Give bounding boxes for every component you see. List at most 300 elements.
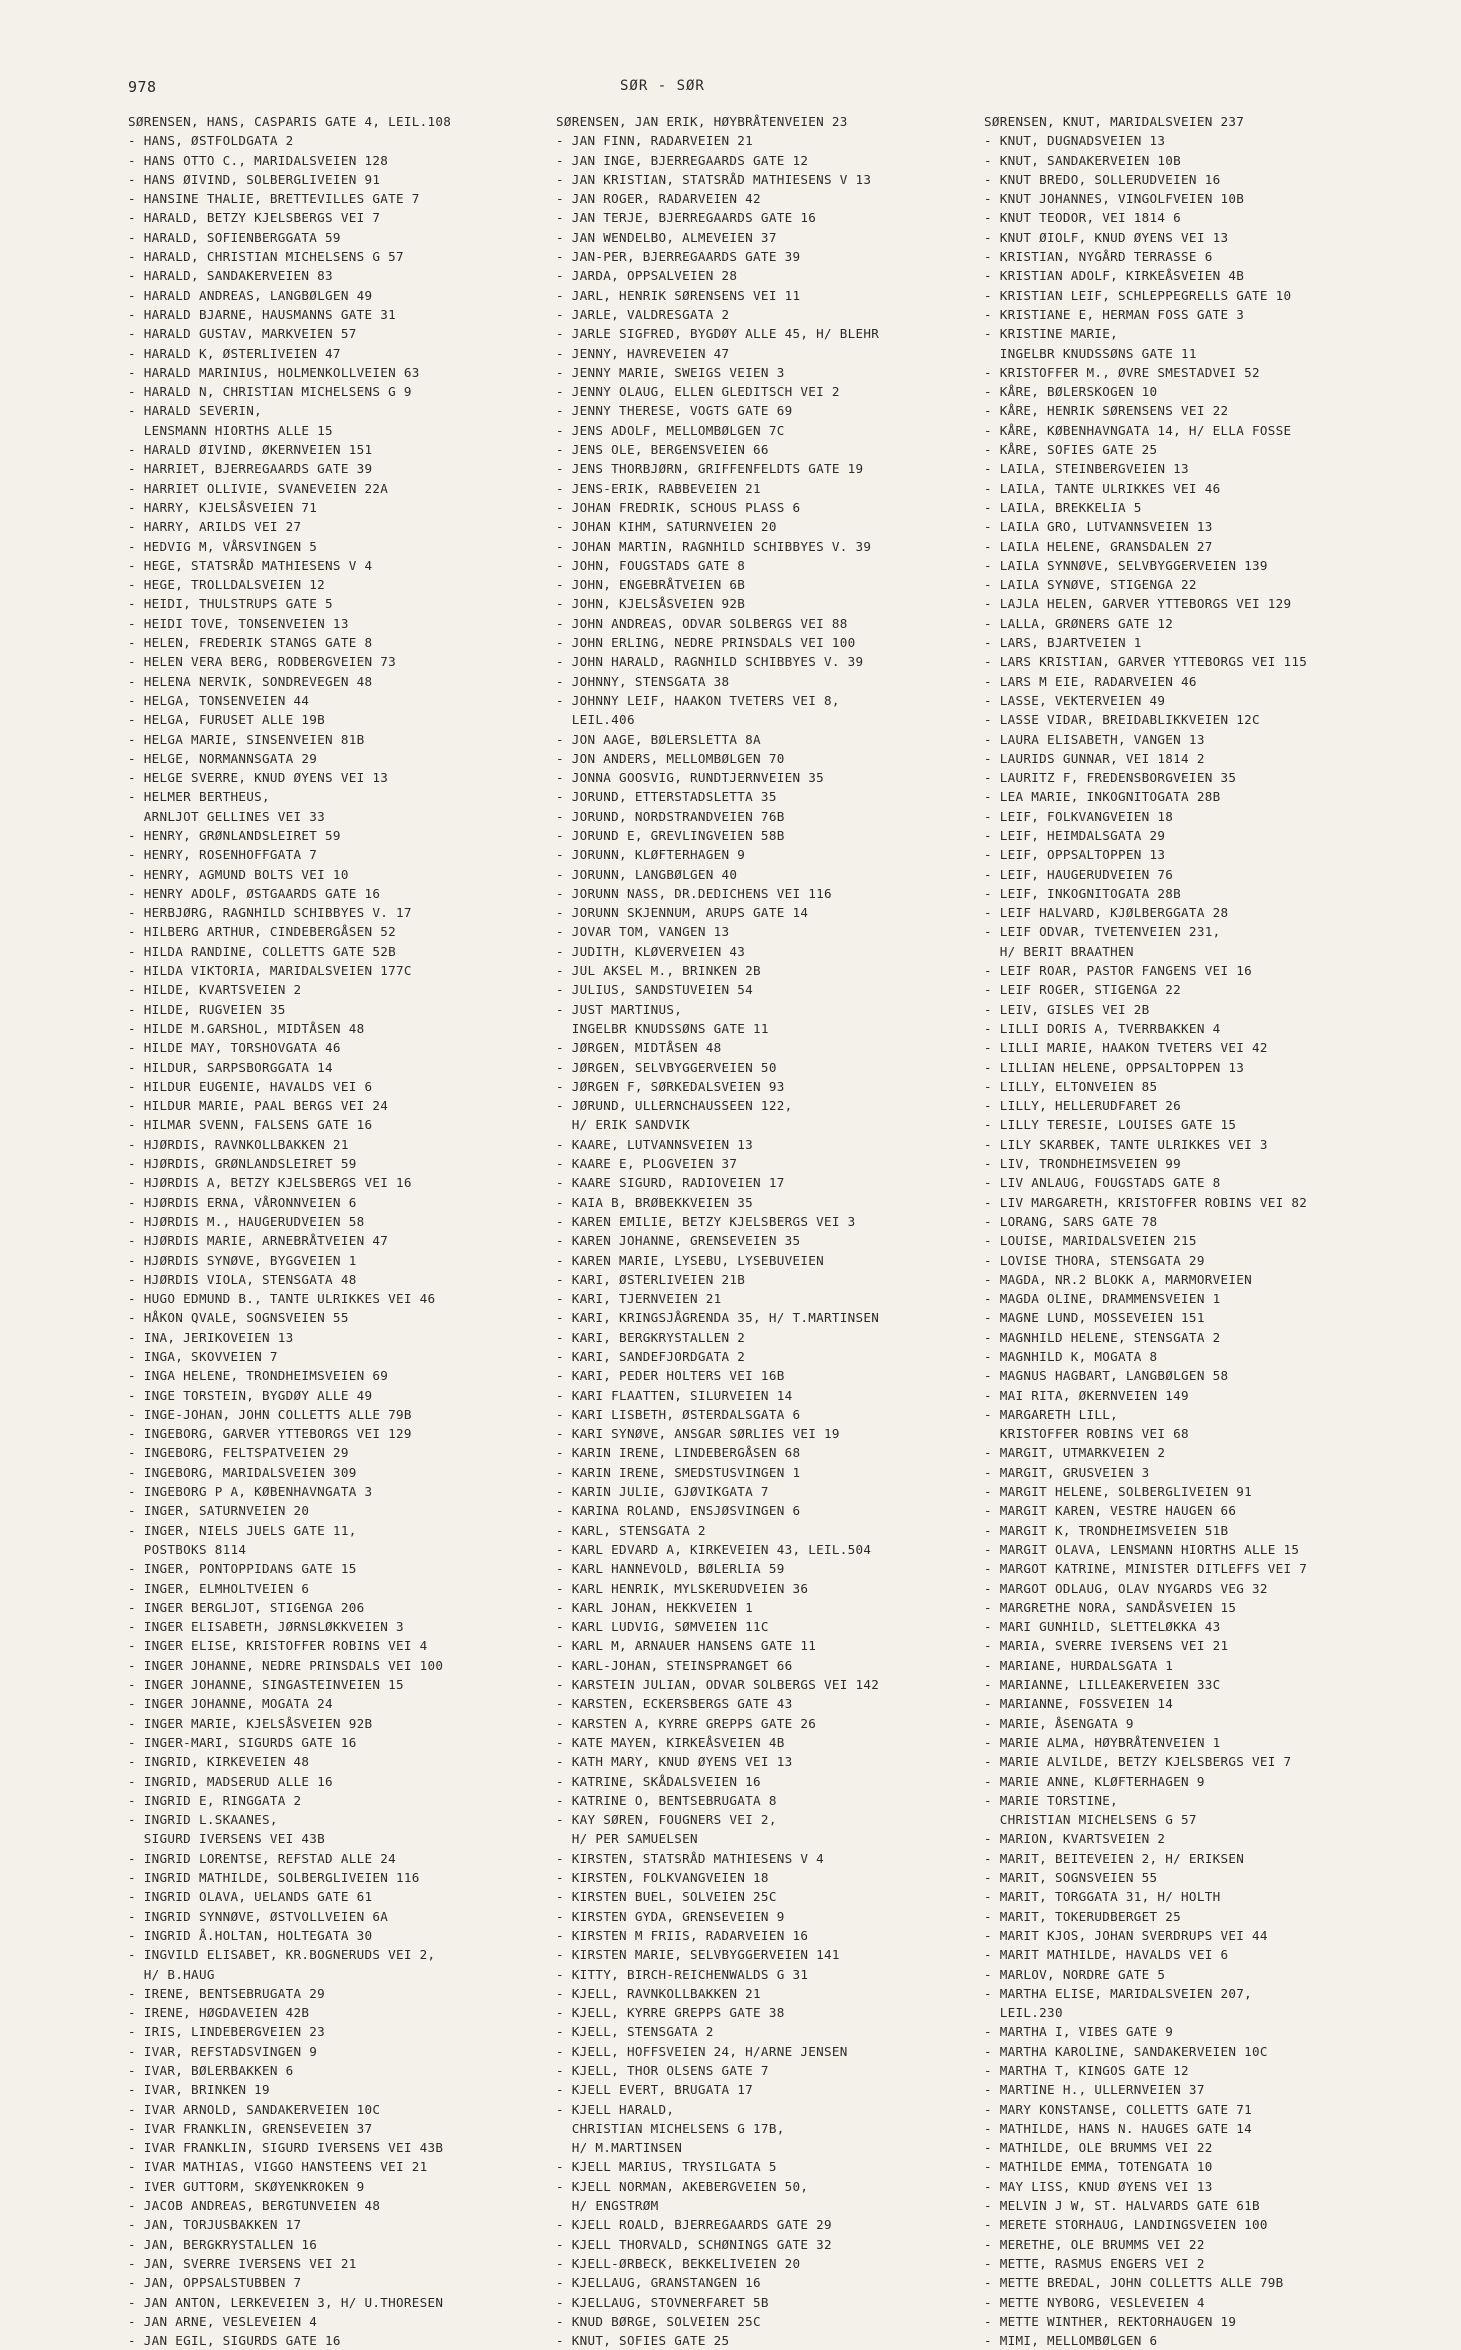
directory-entry: - JULIUS, SANDSTUVEIEN 54	[556, 982, 754, 998]
directory-entry: - MARIT, TORGGATA 31, H/ HOLTH	[984, 1889, 1221, 1905]
directory-entry: - MARTINE H., ULLERNVEIEN 37	[984, 2082, 1205, 2098]
directory-entry: - JORUNN, KLØFTERHAGEN 9	[556, 847, 746, 863]
directory-entry: - LARS, BJARTVEIEN 1	[984, 635, 1142, 651]
directory-entry: - IRENE, HØGDAVEIEN 42B	[128, 2005, 310, 2021]
directory-entry: - LARS KRISTIAN, GARVER YTTEBORGS VEI 115	[984, 654, 1308, 670]
directory-entry: - INGRID Å.HOLTAN, HOLTEGATA 30	[128, 1927, 373, 1943]
directory-entry: - KJELL EVERT, BRUGATA 17	[556, 2082, 754, 2098]
directory-entry: - JAN ARNE, VESLEVEIEN 4	[128, 2313, 318, 2329]
directory-entry: - JAN ROGER, RADARVEIEN 42	[556, 191, 761, 207]
directory-entry: - MARLOV, NORDRE GATE 5	[984, 1966, 1166, 1982]
directory-entry: - LARS M EIE, RADARVEIEN 46	[984, 673, 1197, 689]
directory-entry: - KARL M, ARNAUER HANSENS GATE 11	[556, 1638, 817, 1654]
directory-entry: - HELGA MARIE, SINSENVEIEN 81B	[128, 731, 365, 747]
directory-entry: - LEIF ODVAR, TVETENVEIEN 231,	[984, 924, 1221, 940]
directory-entry: - JAN, TORJUSBAKKEN 17	[128, 2217, 302, 2233]
directory-entry: - MARIANE, HURDALSGATA 1	[984, 1657, 1174, 1673]
directory-entry: - INGEBORG, GARVER YTTEBORGS VEI 129	[128, 1426, 412, 1442]
directory-entry: - HEGE, TROLLDALSVEIEN 12	[128, 577, 326, 593]
directory-entry: - JOHN, FOUGSTADS GATE 8	[556, 557, 746, 573]
directory-entry: - HANS, ØSTFOLDGATA 2	[128, 133, 294, 149]
directory-entry: - MARGOT ODLAUG, OLAV NYGARDS VEG 32	[984, 1580, 1268, 1596]
directory-entry: - KJELLAUG, GRANSTANGEN 16	[556, 2275, 761, 2291]
directory-entry: - METTE NYBORG, VESLEVEIEN 4	[984, 2294, 1205, 2310]
directory-entry: - JOHN, ENGEBRÅTVEIEN 6B	[556, 577, 746, 593]
directory-entry: - LEIF HALVARD, KJØLBERGGATA 28	[984, 905, 1229, 921]
directory-entry: - HJØRDIS VIOLA, STENSGATA 48	[128, 1271, 357, 1287]
directory-entry: - JØRGEN F, SØRKEDALSVEIEN 93	[556, 1078, 785, 1094]
directory-entry: - MARTHA KAROLINE, SANDAKERVEIEN 10C	[984, 2043, 1268, 2059]
directory-entry: - KARINA ROLAND, ENSJØSVINGEN 6	[556, 1503, 801, 1519]
directory-entry: - MARIA, SVERRE IVERSENS VEI 21	[984, 1638, 1229, 1654]
directory-entry: H/ M.MARTINSEN	[556, 2140, 683, 2156]
directory-entry: - JORUND, NORDSTRANDVEIEN 76B	[556, 808, 785, 824]
directory-entry: - HARALD BJARNE, HAUSMANNS GATE 31	[128, 306, 396, 322]
directory-entry: - HILDE M.GARSHOL, MIDTÅSEN 48	[128, 1020, 365, 1036]
directory-entry: CHRISTIAN MICHELSENS G 57	[984, 1812, 1197, 1828]
directory-entry: - KARSTEN, ECKERSBERGS GATE 43	[556, 1696, 793, 1712]
directory-entry: - HILDE MAY, TORSHOVGATA 46	[128, 1040, 341, 1056]
directory-entry: - MARGIT, UTMARKVEIEN 2	[984, 1445, 1166, 1461]
directory-entry: - LOUISE, MARIDALSVEIEN 215	[984, 1233, 1197, 1249]
directory-entry: - JARDA, OPPSALVEIEN 28	[556, 268, 738, 284]
directory-entry: - LILLY, ELTONVEIEN 85	[984, 1078, 1158, 1094]
directory-entry: - LAURITZ F, FREDENSBORGVEIEN 35	[984, 770, 1237, 786]
directory-entry: - KARSTEN A, KYRRE GREPPS GATE 26	[556, 1715, 817, 1731]
directory-entry: - HILDA VIKTORIA, MARIDALSVEIEN 177C	[128, 963, 412, 979]
directory-entry: - LAURIDS GUNNAR, VEI 1814 2	[984, 750, 1205, 766]
directory-entry: - KJELL, RAVNKOLLBAKKEN 21	[556, 1985, 761, 2001]
directory-entry: - MARIT, BEITEVEIEN 2, H/ ERIKSEN	[984, 1850, 1245, 1866]
directory-entry: - IVAR, BRINKEN 19	[128, 2082, 270, 2098]
directory-entry: - HILDUR MARIE, PAAL BERGS VEI 24	[128, 1098, 389, 1114]
directory-entry: - KNUT, SANDAKERVEIEN 10B	[984, 152, 1182, 168]
directory-entry: - INGER JOHANNE, NEDRE PRINSDALS VEI 100	[128, 1657, 444, 1673]
directory-entry: - INGEBORG, MARIDALSVEIEN 309	[128, 1464, 357, 1480]
directory-entry: - KJELL HARALD,	[556, 2101, 675, 2117]
directory-entry: - KAREN EMILIE, BETZY KJELSBERGS VEI 3	[556, 1213, 856, 1229]
directory-entry: - JORUNN SKJENNUM, ARUPS GATE 14	[556, 905, 809, 921]
directory-entry: - KARL HANNEVOLD, BØLERLIA 59	[556, 1561, 785, 1577]
directory-entry: - HILDUR, SARPSBORGGATA 14	[128, 1059, 333, 1075]
directory-entry: - HUGO EDMUND B., TANTE ULRIKKES VEI 46	[128, 1291, 436, 1307]
directory-entry: - JAN KRISTIAN, STATSRÅD MATHIESENS V 13	[556, 171, 872, 187]
directory-entry: - JOHAN FREDRIK, SCHOUS PLASS 6	[556, 499, 801, 515]
directory-entry: - JARL, HENRIK SØRENSENS VEI 11	[556, 287, 801, 303]
directory-entry: - JOHN HARALD, RAGNHILD SCHIBBYES V. 39	[556, 654, 864, 670]
directory-entry: - KARL HENRIK, MYLSKERUDVEIEN 36	[556, 1580, 809, 1596]
directory-entry: - HILMAR SVENN, FALSENS GATE 16	[128, 1117, 373, 1133]
directory-entry: - JAN, BERGKRYSTALLEN 16	[128, 2236, 318, 2252]
directory-entry: - INA, JERIKOVEIEN 13	[128, 1329, 294, 1345]
directory-entry: - KJELL NORMAN, AKEBERGVEIEN 50,	[556, 2178, 809, 2194]
directory-entry: - KRISTIANE E, HERMAN FOSS GATE 3	[984, 306, 1245, 322]
directory-entry: - MARGIT, GRUSVEIEN 3	[984, 1464, 1150, 1480]
directory-entry: - IVAR ARNOLD, SANDAKERVEIEN 10C	[128, 2101, 381, 2117]
directory-entry: - HJØRDIS M., HAUGERUDVEIEN 58	[128, 1213, 365, 1229]
directory-entry: - MATHILDE, OLE BRUMMS VEI 22	[984, 2140, 1213, 2156]
directory-entry: - JENNY THERESE, VOGTS GATE 69	[556, 403, 793, 419]
directory-entry: - KIRSTEN, STATSRÅD MATHIESENS V 4	[556, 1850, 824, 1866]
directory-entry: - MARGARETH LILL,	[984, 1406, 1118, 1422]
directory-entry: - LAILA SYNNØVE, SELVBYGGERVEIEN 139	[984, 557, 1268, 573]
page-number: 978	[128, 78, 157, 96]
directory-entry: - HARRY, KJELSÅSVEIEN 71	[128, 499, 318, 515]
directory-entry: - HANS OTTO C., MARIDALSVEIEN 128	[128, 152, 389, 168]
directory-entry: - KARI, SANDEFJORDGATA 2	[556, 1349, 746, 1364]
directory-entry: - JOHNNY, STENSGATA 38	[556, 673, 730, 689]
directory-entry: - LAILA, STEINBERGVEIEN 13	[984, 461, 1189, 477]
directory-entry: LEIL.230	[984, 2005, 1063, 2021]
directory-entry: - MAGNHILD K, MOGATA 8	[984, 1349, 1158, 1364]
directory-entry: - KÅRE, BØLERSKOGEN 10	[984, 384, 1158, 400]
directory-entry: - JUDITH, KLØVERVEIEN 43	[556, 943, 746, 959]
directory-entry: - LAURA ELISABETH, VANGEN 13	[984, 731, 1205, 747]
directory-entry: - KRISTIAN, NYGÅRD TERRASSE 6	[984, 249, 1213, 265]
directory-entry: - INGER JOHANNE, MOGATA 24	[128, 1696, 333, 1712]
directory-entry: - HILDE, RUGVEIEN 35	[128, 1001, 286, 1017]
directory-entry: - MARGIT K, TRONDHEIMSVEIEN 51B	[984, 1522, 1229, 1538]
directory-entry: - KATE MAYEN, KIRKEÅSVEIEN 4B	[556, 1734, 785, 1750]
directory-entry: - JOHN ANDREAS, ODVAR SOLBERGS VEI 88	[556, 615, 848, 631]
directory-entry: H/ ENGSTRØM	[556, 2198, 659, 2214]
directory-entry: - KAREN MARIE, LYSEBU, LYSEBUVEIEN	[556, 1252, 824, 1268]
directory-entry: - IVAR FRANKLIN, SIGURD IVERSENS VEI 43B	[128, 2140, 444, 2156]
directory-entry: - JAN, OPPSALSTUBBEN 7	[128, 2275, 302, 2291]
directory-entry: - IVAR, REFSTADSVINGEN 9	[128, 2043, 318, 2059]
directory-entry: - KIRSTEN GYDA, GRENSEVEIEN 9	[556, 1908, 785, 1924]
directory-entry: - MARIANNE, FOSSVEIEN 14	[984, 1696, 1174, 1712]
directory-entry: - KATRINE O, BENTSEBRUGATA 8	[556, 1792, 777, 1808]
directory-entry: - HJØRDIS A, BETZY KJELSBERGS VEI 16	[128, 1175, 412, 1191]
directory-entry: - INGER, NIELS JUELS GATE 11,	[128, 1522, 357, 1538]
directory-entry: - KARIN IRENE, SMEDSTUSVINGEN 1	[556, 1464, 801, 1480]
directory-entry: - JAN, SVERRE IVERSENS VEI 21	[128, 2255, 357, 2271]
directory-entry: - JARLE, VALDRESGATA 2	[556, 306, 730, 322]
directory-entry: - KARSTEIN JULIAN, ODVAR SOLBERGS VEI 142	[556, 1677, 880, 1693]
directory-entry: - MARTHA T, KINGOS GATE 12	[984, 2062, 1189, 2078]
directory-entry: - HELGE, NORMANNSGATA 29	[128, 750, 318, 766]
directory-entry: - JAN TERJE, BJERREGAARDS GATE 16	[556, 210, 817, 226]
directory-entry: - JOHAN MARTIN, RAGNHILD SCHIBBYES V. 39	[556, 538, 872, 554]
directory-entry: - INGRID LORENTSE, REFSTAD ALLE 24	[128, 1850, 396, 1866]
directory-entry: - KAARE, LUTVANNSVEIEN 13	[556, 1136, 754, 1152]
directory-entry: - LAJLA HELEN, GARVER YTTEBORGS VEI 129	[984, 596, 1292, 612]
directory-entry: - INGER ELISE, KRISTOFFER ROBINS VEI 4	[128, 1638, 428, 1654]
directory-entry: - KJELL MARIUS, TRYSILGATA 5	[556, 2159, 777, 2175]
directory-entry: - IVAR MATHIAS, VIGGO HANSTEENS VEI 21	[128, 2159, 428, 2175]
directory-entry: - KARI, ØSTERLIVEIEN 21B	[556, 1271, 746, 1287]
column-2	[556, 112, 879, 2350]
directory-entry: - JON AAGE, BØLERSLETTA 8A	[556, 731, 761, 747]
directory-entry: - HARALD, BETZY KJELSBERGS VEI 7	[128, 210, 381, 226]
directory-entry: - HEIDI, THULSTRUPS GATE 5	[128, 596, 333, 612]
directory-entry: - INGRID MATHILDE, SOLBERGLIVEIEN 116	[128, 1870, 420, 1886]
directory-entry: - INGA, SKOVVEIEN 7	[128, 1349, 278, 1364]
directory-entry: - HELGA, FURUSET ALLE 19B	[128, 712, 326, 728]
directory-entry: - MARIT, SOGNSVEIEN 55	[984, 1870, 1158, 1886]
directory-entry: - MARIANNE, LILLEAKERVEIEN 33C	[984, 1677, 1221, 1693]
directory-entry: - LAILA GRO, LUTVANNSVEIEN 13	[984, 519, 1213, 535]
directory-entry: - INGRID L.SKAANES,	[128, 1812, 278, 1828]
column-3	[984, 112, 1307, 2350]
directory-entry: - HANS ØIVIND, SOLBERGLIVEIEN 91	[128, 171, 381, 187]
directory-entry: - INGER ELISABETH, JØRNSLØKKVEIEN 3	[128, 1619, 404, 1635]
directory-entry: - KARIN JULIE, GJØVIKGATA 7	[556, 1484, 769, 1500]
directory-entry: - KARI, BERGKRYSTALLEN 2	[556, 1329, 746, 1345]
directory-entry: - LOVISE THORA, STENSGATA 29	[984, 1252, 1205, 1268]
directory-entry: - HARALD K, ØSTERLIVEIEN 47	[128, 345, 341, 361]
directory-entry: - KIRSTEN MARIE, SELVBYGGERVEIEN 141	[556, 1947, 840, 1963]
directory-entry: - MIMI, MELLOMBØLGEN 6	[984, 2333, 1158, 2349]
directory-entry: - LILY SKARBEK, TANTE ULRIKKES VEI 3	[984, 1136, 1268, 1152]
directory-entry: - KARI FLAATTEN, SILURVEIEN 14	[556, 1387, 793, 1403]
directory-entry: H/ PER SAMUELSEN	[556, 1831, 698, 1847]
directory-entry: - KNUT, SOFIES GATE 25	[556, 2333, 730, 2349]
directory-entry: INGELBR KNUDSSØNS GATE 11	[984, 345, 1197, 361]
directory-entry: - HARALD, CHRISTIAN MICHELSENS G 57	[128, 249, 404, 265]
directory-entry: - KÅRE, KØBENHAVNGATA 14, H/ ELLA FOSSE	[984, 422, 1292, 438]
directory-entry: - JACOB ANDREAS, BERGTUNVEIEN 48	[128, 2198, 381, 2214]
directory-entry: - LEIF, FOLKVANGVEIEN 18	[984, 808, 1174, 824]
directory-entry: - IRENE, BENTSEBRUGATA 29	[128, 1985, 326, 2001]
directory-entry: LEIL.406	[556, 712, 635, 728]
directory-entry: - LEIF, HAUGERUDVEIEN 76	[984, 866, 1174, 882]
directory-entry: - MARIE ANNE, KLØFTERHAGEN 9	[984, 1773, 1205, 1789]
directory-entry: - IVAR FRANKLIN, GRENSEVEIEN 37	[128, 2120, 373, 2136]
directory-entry: - KARI SYNØVE, ANSGAR SØRLIES VEI 19	[556, 1426, 840, 1442]
directory-entry: - HELGE SVERRE, KNUD ØYENS VEI 13	[128, 770, 389, 786]
directory-entry: - LIV ANLAUG, FOUGSTADS GATE 8	[984, 1175, 1221, 1191]
directory-entry: - KAY SØREN, FOUGNERS VEI 2,	[556, 1812, 777, 1828]
directory-entry: - KNUT JOHANNES, VINGOLFVEIEN 10B	[984, 191, 1245, 207]
directory-entry: - HELEN, FREDERIK STANGS GATE 8	[128, 635, 373, 651]
directory-entry: - JOHN, KJELSÅSVEIEN 92B	[556, 596, 746, 612]
directory-entry: - LEA MARIE, INKOGNITOGATA 28B	[984, 789, 1221, 805]
directory-entry: - JARLE SIGFRED, BYGDØY ALLE 45, H/ BLEHR	[556, 326, 880, 342]
directory-entry: - HÅKON QVALE, SOGNSVEIEN 55	[128, 1310, 349, 1326]
directory-entry: - JØRGEN, SELVBYGGERVEIEN 50	[556, 1059, 777, 1075]
directory-entry: - HILDA RANDINE, COLLETTS GATE 52B	[128, 943, 396, 959]
directory-entry: - MARY KONSTANSE, COLLETTS GATE 71	[984, 2101, 1252, 2117]
directory-entry: INGELBR KNUDSSØNS GATE 11	[556, 1020, 769, 1036]
directory-entry: - JØRGEN, MIDTÅSEN 48	[556, 1040, 722, 1056]
directory-entry: - INGER, SATURNVEIEN 20	[128, 1503, 310, 1519]
directory-entry: - KÅRE, SOFIES GATE 25	[984, 442, 1158, 458]
directory-entry: - JENS ADOLF, MELLOMBØLGEN 7C	[556, 422, 785, 438]
directory-entry: - KATRINE, SKÅDALSVEIEN 16	[556, 1773, 761, 1789]
directory-entry: - LAILA SYNØVE, STIGENGA 22	[984, 577, 1197, 593]
directory-entry: - JAN INGE, BJERREGAARDS GATE 12	[556, 152, 809, 168]
directory-entry: - JORUND, ETTERSTADSLETTA 35	[556, 789, 777, 805]
directory-entry: - KARL, STENSGATA 2	[556, 1522, 706, 1538]
running-head: SØR - SØR	[620, 78, 705, 94]
directory-entry: KRISTOFFER ROBINS VEI 68	[984, 1426, 1189, 1442]
directory-entry: - LAILA HELENE, GRANSDALEN 27	[984, 538, 1213, 554]
directory-entry: - JAN-PER, BJERREGAARDS GATE 39	[556, 249, 801, 265]
directory-entry: - HJØRDIS MARIE, ARNEBRÅTVEIEN 47	[128, 1233, 389, 1249]
directory-entry: - MAGDA, NR.2 BLOKK A, MARMORVEIEN	[984, 1271, 1252, 1287]
directory-entry: - KARIN IRENE, LINDEBERGÅSEN 68	[556, 1445, 801, 1461]
directory-entry: - HEGE, STATSRÅD MATHIESENS V 4	[128, 557, 373, 573]
directory-entry: - LALLA, GRØNERS GATE 12	[984, 615, 1174, 631]
directory-entry: - MARTHA I, VIBES GATE 9	[984, 2024, 1174, 2040]
directory-entry: - HARALD, SOFIENBERGGATA 59	[128, 229, 341, 245]
directory-entry: - KARL LUDVIG, SØMVEIEN 11C	[556, 1619, 769, 1635]
directory-entry: - JØRUND, ULLERNCHAUSSEEN 122,	[556, 1098, 793, 1114]
directory-entry: - JENS THORBJØRN, GRIFFENFELDTS GATE 19	[556, 461, 864, 477]
directory-entry: - LILLI MARIE, HAAKON TVETERS VEI 42	[984, 1040, 1268, 1056]
directory-entry: - HEIDI TOVE, TONSENVEIEN 13	[128, 615, 349, 631]
directory-entry: - INGRID, KIRKEVEIEN 48	[128, 1754, 310, 1770]
directory-entry: - KJELL, KYRRE GREPPS GATE 38	[556, 2005, 785, 2021]
directory-entry: - KNUT BREDO, SOLLERUDVEIEN 16	[984, 171, 1221, 187]
directory-entry: - KIRSTEN M FRIIS, RADARVEIEN 16	[556, 1927, 809, 1943]
directory-entry: - JAN EGIL, SIGURDS GATE 16	[128, 2333, 341, 2349]
directory-entry: - HARALD MARINIUS, HOLMENKOLLVEIEN 63	[128, 364, 420, 380]
directory-entry: - JENNY OLAUG, ELLEN GLEDITSCH VEI 2	[556, 384, 840, 400]
directory-entry: - JAN WENDELBO, ALMEVEIEN 37	[556, 229, 777, 245]
directory-entry: - INGE TORSTEIN, BYGDØY ALLE 49	[128, 1387, 373, 1403]
directory-entry: - KARI LISBETH, ØSTERDALSGATA 6	[556, 1406, 801, 1422]
directory-entry: - KATH MARY, KNUD ØYENS VEI 13	[556, 1754, 793, 1770]
directory-entry: - HARALD ØIVIND, ØKERNVEIEN 151	[128, 442, 373, 458]
directory-entry: - HARALD N, CHRISTIAN MICHELSENS G 9	[128, 384, 412, 400]
directory-entry: - HEDVIG M, VÅRSVINGEN 5	[128, 538, 318, 554]
directory-entry: H/ B.HAUG	[128, 1966, 215, 1982]
directory-entry: - MARTHA ELISE, MARIDALSVEIEN 207,	[984, 1985, 1252, 2001]
directory-entry: - MAI RITA, ØKERNVEIEN 149	[984, 1387, 1189, 1403]
directory-entry: - KJELLAUG, STOVNERFARET 5B	[556, 2294, 769, 2310]
directory-entry: - HJØRDIS, GRØNLANDSLEIRET 59	[128, 1156, 357, 1172]
directory-entry: - METTE WINTHER, REKTORHAUGEN 19	[984, 2313, 1237, 2329]
directory-entry: - JENNY, HAVREVEIEN 47	[556, 345, 730, 361]
directory-entry: - INGA HELENE, TRONDHEIMSVEIEN 69	[128, 1368, 389, 1384]
directory-entry: - HENRY, AGMUND BOLTS VEI 10	[128, 866, 349, 882]
directory-entry: - MARIE TORSTINE,	[984, 1792, 1118, 1808]
directory-entry: - JAN FINN, RADARVEIEN 21	[556, 133, 754, 149]
directory-entry: - MARIT MATHILDE, HAVALDS VEI 6	[984, 1947, 1229, 1963]
directory-entry: - HARALD, SANDAKERVEIEN 83	[128, 268, 333, 284]
directory-entry: - HELENA NERVIK, SONDREVEGEN 48	[128, 673, 373, 689]
directory-entry: - MATHILDE EMMA, TOTENGATA 10	[984, 2159, 1213, 2175]
directory-entry: - IVAR, BØLERBAKKEN 6	[128, 2062, 294, 2078]
directory-entry: - LIV MARGARETH, KRISTOFFER ROBINS VEI 82	[984, 1194, 1308, 1210]
directory-entry: - KARI, KRINGSJÅGRENDA 35, H/ T.MARTINSEN	[556, 1310, 880, 1326]
directory-entry: - INGER JOHANNE, SINGASTEINVEIEN 15	[128, 1677, 404, 1693]
directory-entry: SØRENSEN, HANS, CASPARIS GATE 4, LEIL.108	[128, 114, 452, 129]
directory-entry: SIGURD IVERSENS VEI 43B	[128, 1831, 326, 1847]
directory-entry: - JORUND E, GREVLINGVEIEN 58B	[556, 827, 785, 843]
directory-entry: - JUST MARTINUS,	[556, 1001, 683, 1017]
directory-entry: - MARIE ALVILDE, BETZY KJELSBERGS VEI 7	[984, 1754, 1292, 1770]
directory-entry: - HELGA, TONSENVEIEN 44	[128, 692, 310, 708]
directory-entry: - INGEBORG, FELTSPATVEIEN 29	[128, 1445, 349, 1461]
directory-entry: - HELEN VERA BERG, RODBERGVEIEN 73	[128, 654, 396, 670]
directory-entry: - KJELL-ØRBECK, BEKKELIVEIEN 20	[556, 2255, 801, 2271]
directory-entry: - KJELL ROALD, BJERREGAARDS GATE 29	[556, 2217, 832, 2233]
directory-entry: - INGRID E, RINGGATA 2	[128, 1792, 302, 1808]
directory-entry: - HARRIET, BJERREGAARDS GATE 39	[128, 461, 373, 477]
directory-entry: - HILDUR EUGENIE, HAVALDS VEI 6	[128, 1078, 373, 1094]
directory-entry: H/ BERIT BRAATHEN	[984, 943, 1134, 959]
directory-entry: - KRISTIAN LEIF, SCHLEPPEGRELLS GATE 10	[984, 287, 1292, 303]
directory-entry: ARNLJOT GELLINES VEI 33	[128, 808, 326, 824]
directory-entry: - LORANG, SARS GATE 78	[984, 1213, 1158, 1229]
directory-entry: - KARI, PEDER HOLTERS VEI 16B	[556, 1368, 785, 1384]
directory-entry: - MARIT, TOKERUDBERGET 25	[984, 1908, 1182, 1924]
directory-entry: - MARI GUNHILD, SLETTELØKKA 43	[984, 1619, 1221, 1635]
directory-entry: - INGRID OLAVA, UELANDS GATE 61	[128, 1889, 373, 1905]
directory-entry: POSTBOKS 8114	[128, 1541, 247, 1557]
directory-entry: - KARL EDVARD A, KIRKEVEIEN 43, LEIL.504	[556, 1541, 872, 1557]
directory-entry: - KRISTOFFER M., ØVRE SMESTADVEI 52	[984, 364, 1260, 380]
directory-entry: - MAGNUS HAGBART, LANGBØLGEN 58	[984, 1368, 1229, 1384]
directory-entry: - HARALD GUSTAV, MARKVEIEN 57	[128, 326, 357, 342]
directory-entry: - JENS OLE, BERGENSVEIEN 66	[556, 442, 769, 458]
directory-entry: - METTE, RASMUS ENGERS VEI 2	[984, 2255, 1205, 2271]
directory-entry: - HJØRDIS, RAVNKOLLBAKKEN 21	[128, 1136, 349, 1152]
directory-entry: - HERBJØRG, RAGNHILD SCHIBBYES V. 17	[128, 905, 412, 921]
directory-entry: - KAIA B, BRØBEKKVEIEN 35	[556, 1194, 754, 1210]
directory-entry: - HILBERG ARTHUR, CINDEBERGÅSEN 52	[128, 924, 396, 940]
directory-entry: - LASSE, VEKTERVEIEN 49	[984, 692, 1166, 708]
directory-entry: - JONNA GOOSVIG, RUNDTJERNVEIEN 35	[556, 770, 824, 786]
directory-entry: - JOHNNY LEIF, HAAKON TVETERS VEI 8,	[556, 692, 840, 708]
directory-entry: - LIV, TRONDHEIMSVEIEN 99	[984, 1156, 1182, 1172]
directory-entry: - LILLY TERESIE, LOUISES GATE 15	[984, 1117, 1237, 1133]
directory-entry: - KARL-JOHAN, STEINSPRANGET 66	[556, 1657, 793, 1673]
directory-entry: - LEIF ROAR, PASTOR FANGENS VEI 16	[984, 963, 1252, 979]
directory-entry: - HARRIET OLLIVIE, SVANEVEIEN 22A	[128, 480, 389, 496]
directory-entry: - MARIE, ÅSENGATA 9	[984, 1715, 1134, 1731]
directory-entry: - KJELL THORVALD, SCHØNINGS GATE 32	[556, 2236, 832, 2252]
directory-entry: - LEIV, GISLES VEI 2B	[984, 1001, 1150, 1017]
column-1	[128, 112, 451, 2350]
directory-entry: - JUL AKSEL M., BRINKEN 2B	[556, 963, 761, 979]
directory-entry: - KARL JOHAN, HEKKVEIEN 1	[556, 1599, 754, 1615]
directory-entry: - MAGNHILD HELENE, STENSGATA 2	[984, 1329, 1221, 1345]
directory-entry: - INGRID, MADSERUD ALLE 16	[128, 1773, 333, 1789]
directory-entry: - KRISTINE MARIE,	[984, 326, 1118, 342]
directory-entry: - MARIT KJOS, JOHAN SVERDRUPS VEI 44	[984, 1927, 1268, 1943]
directory-entry: CHRISTIAN MICHELSENS G 17B,	[556, 2120, 785, 2136]
directory-entry: - JAN ANTON, LERKEVEIEN 3, H/ U.THORESEN	[128, 2294, 444, 2310]
directory-entry: - INGVILD ELISABET, KR.BOGNERUDS VEI 2,	[128, 1947, 436, 1963]
directory-entry: - KJELL, THOR OLSENS GATE 7	[556, 2062, 769, 2078]
directory-entry: - KNUT TEODOR, VEI 1814 6	[984, 210, 1182, 226]
directory-entry: - KARI, TJERNVEIEN 21	[556, 1291, 722, 1307]
directory-entry: - HANSINE THALIE, BRETTEVILLES GATE 7	[128, 191, 420, 207]
directory-entry: - LEIF ROGER, STIGENGA 22	[984, 982, 1182, 998]
directory-entry: - HARRY, ARILDS VEI 27	[128, 519, 302, 535]
directory-entry: - KIRSTEN BUEL, SOLVEIEN 25C	[556, 1889, 777, 1905]
directory-entry: - HILDE, KVARTSVEIEN 2	[128, 982, 302, 998]
directory-entry: - LEIF, HEIMDALSGATA 29	[984, 827, 1166, 843]
directory-entry: - MARGIT OLAVA, LENSMANN HIORTHS ALLE 15	[984, 1541, 1300, 1557]
directory-entry: - METTE BREDAL, JOHN COLLETTS ALLE 79B	[984, 2275, 1284, 2291]
directory-entry: - MAGDA OLINE, DRAMMENSVEIEN 1	[984, 1291, 1221, 1307]
directory-entry: - HJØRDIS SYNØVE, BYGGVEIEN 1	[128, 1252, 357, 1268]
directory-entry: - KNUT, DUGNADSVEIEN 13	[984, 133, 1166, 149]
directory-entry: - JOVAR TOM, VANGEN 13	[556, 924, 730, 940]
directory-entry: - IVER GUTTORM, SKØYENKROKEN 9	[128, 2178, 365, 2194]
directory-entry: - HJØRDIS ERNA, VÅRONNVEIEN 6	[128, 1194, 357, 1210]
directory-entry: - KITTY, BIRCH-REICHENWALDS G 31	[556, 1966, 809, 1982]
directory-entry: - INGE-JOHAN, JOHN COLLETTS ALLE 79B	[128, 1406, 412, 1422]
directory-entry: - JENNY MARIE, SWEIGS VEIEN 3	[556, 364, 785, 380]
directory-entry: - LEIF, INKOGNITOGATA 28B	[984, 885, 1182, 901]
